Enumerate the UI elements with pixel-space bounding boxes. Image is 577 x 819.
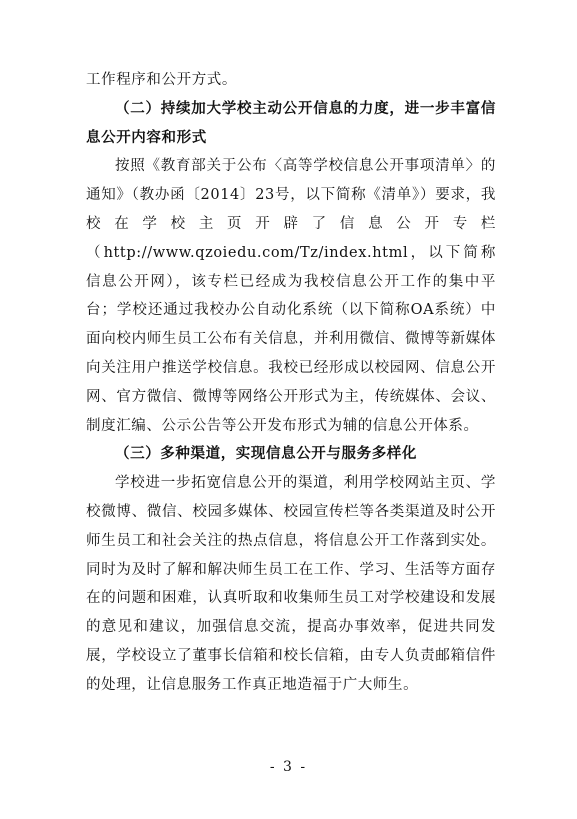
- document-body: [86, 66, 496, 700]
- paragraph-service-diversification: 学校进一步拓宽信息公开的渠道，利用学校网站主页、学校微博、微信、校园多媒体、校园宣传栏等各类渠道及时公开师生员工和社会关注的热点信息，将信息公开工作落到实处。同时为及时了解和解决师生员工在工作、学习、生活等方面存在的问题和困难，认真听取和收集师生员工对学校建设和发展的意见和建议，加强信息交流，提高办事效率，促进共同发展，学校设立了董事长信箱和校长信箱，由专人负责邮箱信件的处理，让信息服务工作真正地造福于广大师生。: [86, 475, 496, 693]
- paragraph-publication-channels: 按照《教育部关于公布〈高等学校信息公开事项清单〉的通知》（教办函〔2014〕23号，以下简称《清单》）要求，我校在学校主页开辟了信息公开专栏（http://www.qzoiedu.com/Tz/index.html，以下简称信息公开网），该专栏已经成为我校信息公开工作的集中平台；学校还通过我校办公自动化系统（以下简称OA系统）中面向校内师生员工公布有关信息，并利用微信、微博等新媒体向关注用户推送学校信息。我校已经形成以校园网、信息公开网、官方微信、微博等网络公开形式为主，传统媒体、会议、制度汇编、公示公告等公开发布形式为辅的信息公开体系。: [86, 158, 496, 434]
- paragraph-continuation: 工作程序和公开方式。: [86, 72, 237, 88]
- page-number: - 3 -: [269, 759, 308, 775]
- section-heading-3: （三）多种渠道，实现信息公开与服务多样化: [115, 445, 417, 463]
- section-heading-2: （二）持续加大学校主动公开信息的力度，进一步丰富信息公开内容和形式: [86, 99, 496, 146]
